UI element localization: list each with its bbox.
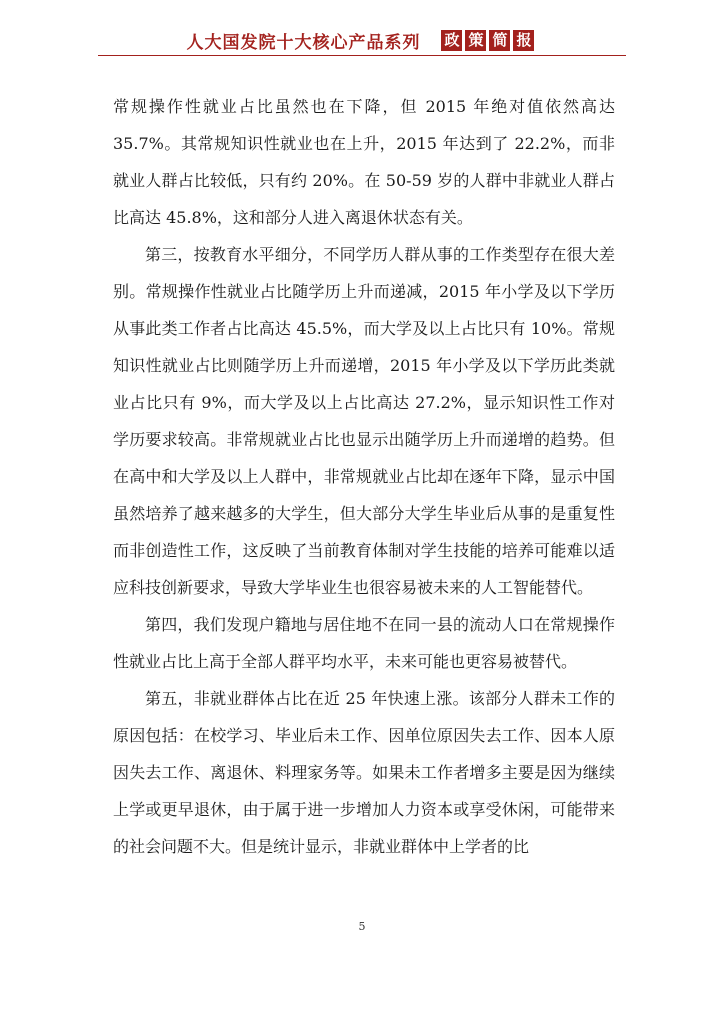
- series-title: 人大国发院十大核心产品系列: [186, 33, 421, 53]
- body-text: [113, 88, 615, 865]
- brand-char: 报: [513, 30, 534, 51]
- paragraph-fifth-point: 第五，非就业群体占比在近 25 年快速上涨。该部分人群未工作的原因包括：在校学习、毕业后未工作、因单位原因失去工作、因本人原因失去工作、离退休、料理家务等。如果未工作者增多主要是因为继续上学或更早退休，由于属于进一步增加人力资本或享受休闲，可能带来的社会问题不大。但是统计显示，非就业群体中上学者的比: [113, 689, 615, 856]
- paragraph-third-point: 第三，按教育水平细分，不同学历人群从事的工作类型存在很大差别。常规操作性就业占比随学历上升而递减，2015 年小学及以下学历从事此类工作者占比高达 45.5%，而大学及以上占比只有 10%。常规知识性就业占比则随学历上升而递增，2015 年小学及以下学历此类就业占比只有 9%，而大学及以上占比高达 27.2%，显示知识性工作对学历要求较高。非常规就业占比也显示出随学历上升而递增的趋势。但在高中和大学及以上人群中，非常规就业占比却在逐年下降，显示中国虽然培养了越来越多的大学生，但大部分大学生毕业后从事的是重复性而非创造性工作，这反映了当前教育体制对学生技能的培养可能难以适应科技创新要求，导致大学毕业生也很容易被未来的人工智能替代。: [113, 245, 615, 597]
- brand-char: 政: [441, 30, 462, 51]
- page-number: 5: [358, 920, 366, 933]
- paragraph-continuation: 常规操作性就业占比虽然也在下降，但 2015 年绝对值依然高达 35.7%。其常规知识性就业也在上升，2015 年达到了 22.2%，而非就业人群占比较低，只有约 20%。在 50-59 岁的人群中非就业人群占比高达 45.8%，这和部分人进入离退休状态有关。: [113, 97, 615, 227]
- page-header: [0, 28, 724, 53]
- brand-char: 简: [489, 30, 510, 51]
- header-divider: [98, 55, 626, 56]
- brand-mark: [441, 30, 537, 51]
- brand-char: 策: [465, 30, 486, 51]
- paragraph-fourth-point: 第四，我们发现户籍地与居住地不在同一县的流动人口在常规操作性就业占比上高于全部人群平均水平，未来可能也更容易被替代。: [113, 615, 615, 671]
